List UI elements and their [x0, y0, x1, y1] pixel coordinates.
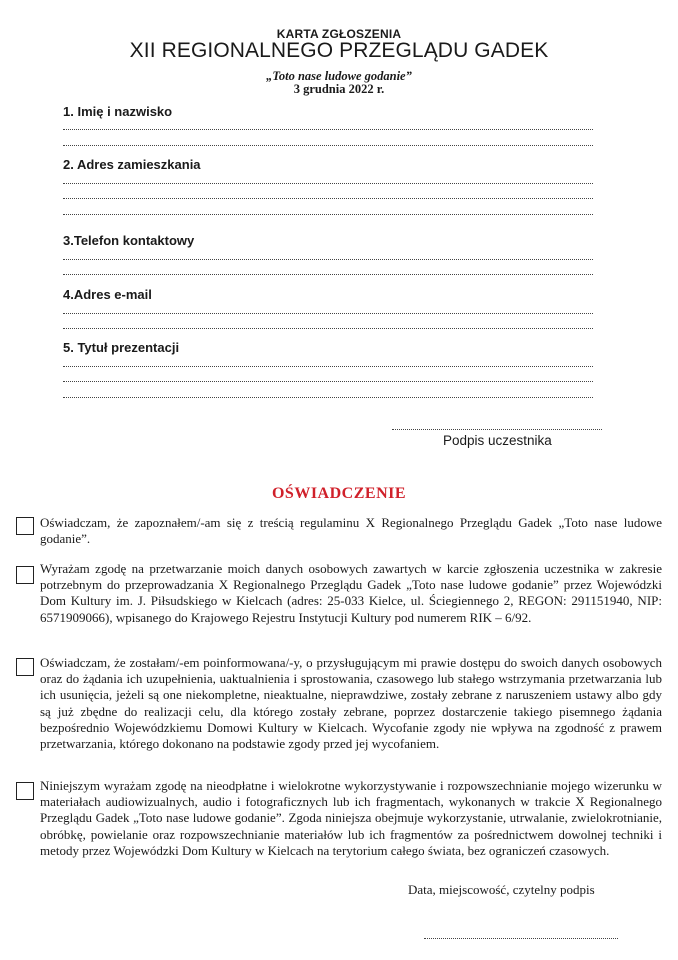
declaration-checkbox-data-processing[interactable]	[16, 566, 34, 584]
field-label-address: 2. Adres zamieszkania	[63, 157, 201, 172]
declaration-text-data-rights: Oświadczam, że zostałam/-em poinformowana/-y, o przysługującym mi prawie dostępu do swoich danych osobowych oraz do żądania ich uzupełnienia, uaktualnienia i sprostowania, czasowego lub stałego wstrzymania przetwarzania lub ich usunięcia, jeżeli są one niekompletne, nieaktualne, nieprawdziwe, zostały zebrane z naruszeniem ustawy albo gdy są już zbędne do realizacji celu, dla którego zostały zebrane, poprzez dostarczenie takiego pisemnego żądania bezpośrednio Wojewódzkiemu Domowi Kultury w Kielcach. Wycofanie zgody nie wpływa na zgodność z prawem przetwarzania, którego dokonano na podstawie zgody przed jej wycofaniem.	[40, 655, 662, 752]
title-fill-line[interactable]	[63, 397, 593, 398]
declaration-text-data-processing: Wyrażam zgodę na przetwarzanie moich danych osobowych zawartych w karcie zgłoszenia uczestnika w zakresie potrzebnym do przeprowadzania X Regionalnego Przeglądu Gadek „Toto nase ludowe godanie” przez Wojewódzki Dom Kultury im. J. Piłsudskiego w Kielcach (adres: 25-033 Kielce, ul. Ściegiennego 2, REGON: 291151940, NIP: 6571909066), wpisanego do Krajowego Rejestru Instytucji Kultury pod numerem RIK – 6/92.	[40, 561, 662, 625]
participant-signature-label: Podpis uczestnika	[443, 433, 552, 448]
field-label-title: 5. Tytuł prezentacji	[63, 340, 180, 355]
date-place-signature-line[interactable]	[424, 938, 618, 939]
name-fill-line[interactable]	[63, 129, 593, 130]
phone-fill-line[interactable]	[63, 259, 593, 260]
declaration-heading: OŚWIADCZENIE	[271, 485, 407, 502]
name-fill-line[interactable]	[63, 145, 593, 146]
title-fill-line[interactable]	[63, 381, 593, 382]
address-fill-line[interactable]	[63, 214, 593, 215]
title-fill-line[interactable]	[63, 366, 593, 367]
event-date: 3 grudnia 2022 r.	[293, 82, 385, 96]
date-place-signature-label: Data, miejscowość, czytelny podpis	[408, 882, 595, 897]
form-title: XII REGIONALNEGO PRZEGLĄDU GADEK	[129, 39, 549, 62]
phone-fill-line[interactable]	[63, 274, 593, 275]
address-fill-line[interactable]	[63, 183, 593, 184]
declaration-text-regulations: Oświadczam, że zapoznałem/-am się z treścią regulaminu X Regionalnego Przeglądu Gadek „Toto nase ludowe godanie”.	[40, 515, 662, 547]
event-motto: „Toto nase ludowe godanie”	[266, 69, 412, 83]
address-fill-line[interactable]	[63, 198, 593, 199]
email-fill-line[interactable]	[63, 328, 593, 329]
declaration-checkbox-regulations[interactable]	[16, 517, 34, 535]
declaration-checkbox-data-rights[interactable]	[16, 658, 34, 676]
participant-signature-line[interactable]	[392, 429, 602, 430]
field-label-email: 4.Adres e-mail	[63, 287, 152, 302]
field-label-name: 1. Imię i nazwisko	[63, 104, 173, 119]
email-fill-line[interactable]	[63, 313, 593, 314]
field-label-phone: 3.Telefon kontaktowy	[63, 233, 195, 248]
declaration-checkbox-image-consent[interactable]	[16, 782, 34, 800]
declaration-text-image-consent: Niniejszym wyrażam zgodę na nieodpłatne i wielokrotne wykorzystywanie i rozpowszechnianie mojego wizerunku w materiałach audiowizualnych, audio i fotograficznych lub ich fragmentach, wykonanych w trakcie X Regionalnego Przeglądu Gadek „Toto nase ludowe godanie”. Zgoda niniejsza obejmuje wykorzystanie, utrwalanie, zwielokrotnianie, obróbkę, powielanie oraz rozpowszechnianie materiałów lub ich fragmentów za pośrednictwem dowolnej techniki i metody przez Wojewódzki Dom Kultury w Kielcach na terytorium całego świata, bez ograniczeń czasowych.	[40, 778, 662, 858]
form-title-small: KARTA ZGŁOSZENIA	[276, 27, 402, 41]
